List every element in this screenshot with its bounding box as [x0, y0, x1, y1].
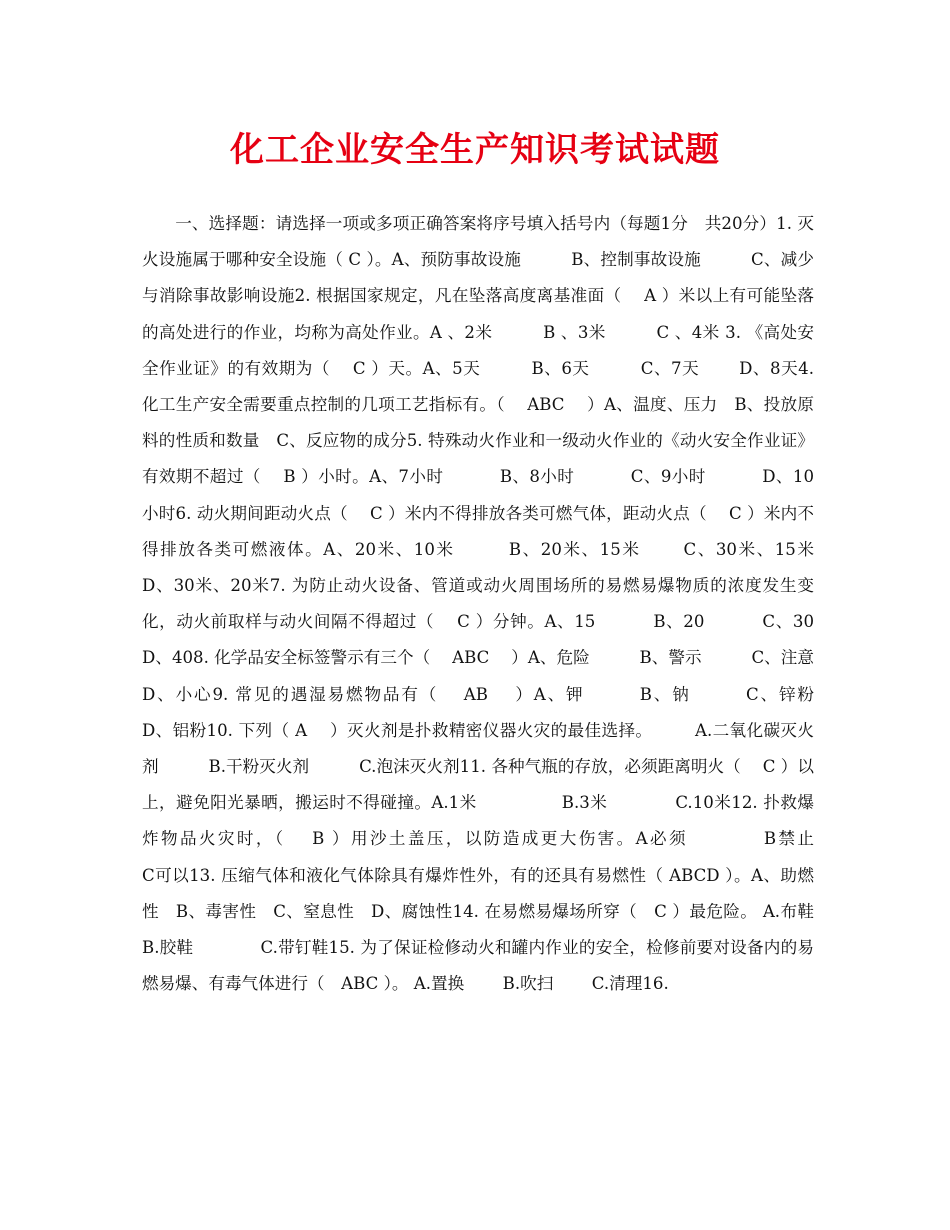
- document-title: 化工企业安全生产知识考试试题: [230, 130, 720, 170]
- document-body-text: 一、选择题：请选择一项或多项正确答案将序号填入括号内（每题1分 共20分）1. 灭火设施属于哪种安全设施（ C ）。A、预防事故设施 B、控制事故设施 C、减少与消除事故影响设施2. 根据国家规定，凡在坠落高度离基准面（ A ）米以上有可能坠落的高处进行的作业，均称为高处作业。A 、2米 B 、3米 C 、4米 3. 《高处安全作业证》的有效期为（ C ）天。A、5天 B、6天 C、7天 D、8天4. 化工生产安全需要重点控制的几项工艺指标有。（ ABC ）A、温度、压力 B、投放原料的性质和数量 C、反应物的成分5. 特殊动火作业和一级动火作业的《动火安全作业证》有效期不超过（ B ）小时。A、7小时 B、8小时 C、9小时 D、10小时6. 动火期间距动火点（ C ）米内不得排放各类可燃气体，距动火点（ C ）米内不得排放各类可燃液体。A、20米、10米 B、20米、15米 C、30米、15米 D、30米、20米7. 为防止动火设备、管道或动火周围场所的易燃易爆物质的浓度发生变化，动火前取样与动火间隔不得超过（ C ）分钟。A、15 B、20 C、30 D、408. 化学品安全标签警示有三个（ ABC ）A、危险 B、警示 C、注意 D、小心9. 常见的遇湿易燃物品有（ AB ）A、钾 B、钠 C、锌粉 D、铝粉10. 下列（ A ）灭火剂是扑救精密仪器火灾的最佳选择。 A.二氧化碳灭火剂 B.干粉灭火剂 C.泡沫灭火剂11. 各种气瓶的存放，必须距离明火（ C ）以上，避免阳光暴晒，搬运时不得碰撞。A.1米 B.3米 C.10米12. 扑救爆炸物品火灾时，（ B ）用沙土盖压，以防造成更大伤害。A必须 B禁止 C可以13. 压缩气体和液化气体除具有爆炸性外，有的还具有易燃性（ ABCD ）。A、助燃性 B、毒害性 C、窒息性 D、腐蚀性14. 在易燃易爆场所穿（ C ）最危险。 A.布鞋 B.胶鞋 C.带钉鞋15. 为了保证检修动火和罐内作业的安全，检修前要对设备内的易燃易爆、有毒气体进行（ ABC ）。 A.置换 B.吹扫 C.清理16.: [142, 214, 897, 994]
